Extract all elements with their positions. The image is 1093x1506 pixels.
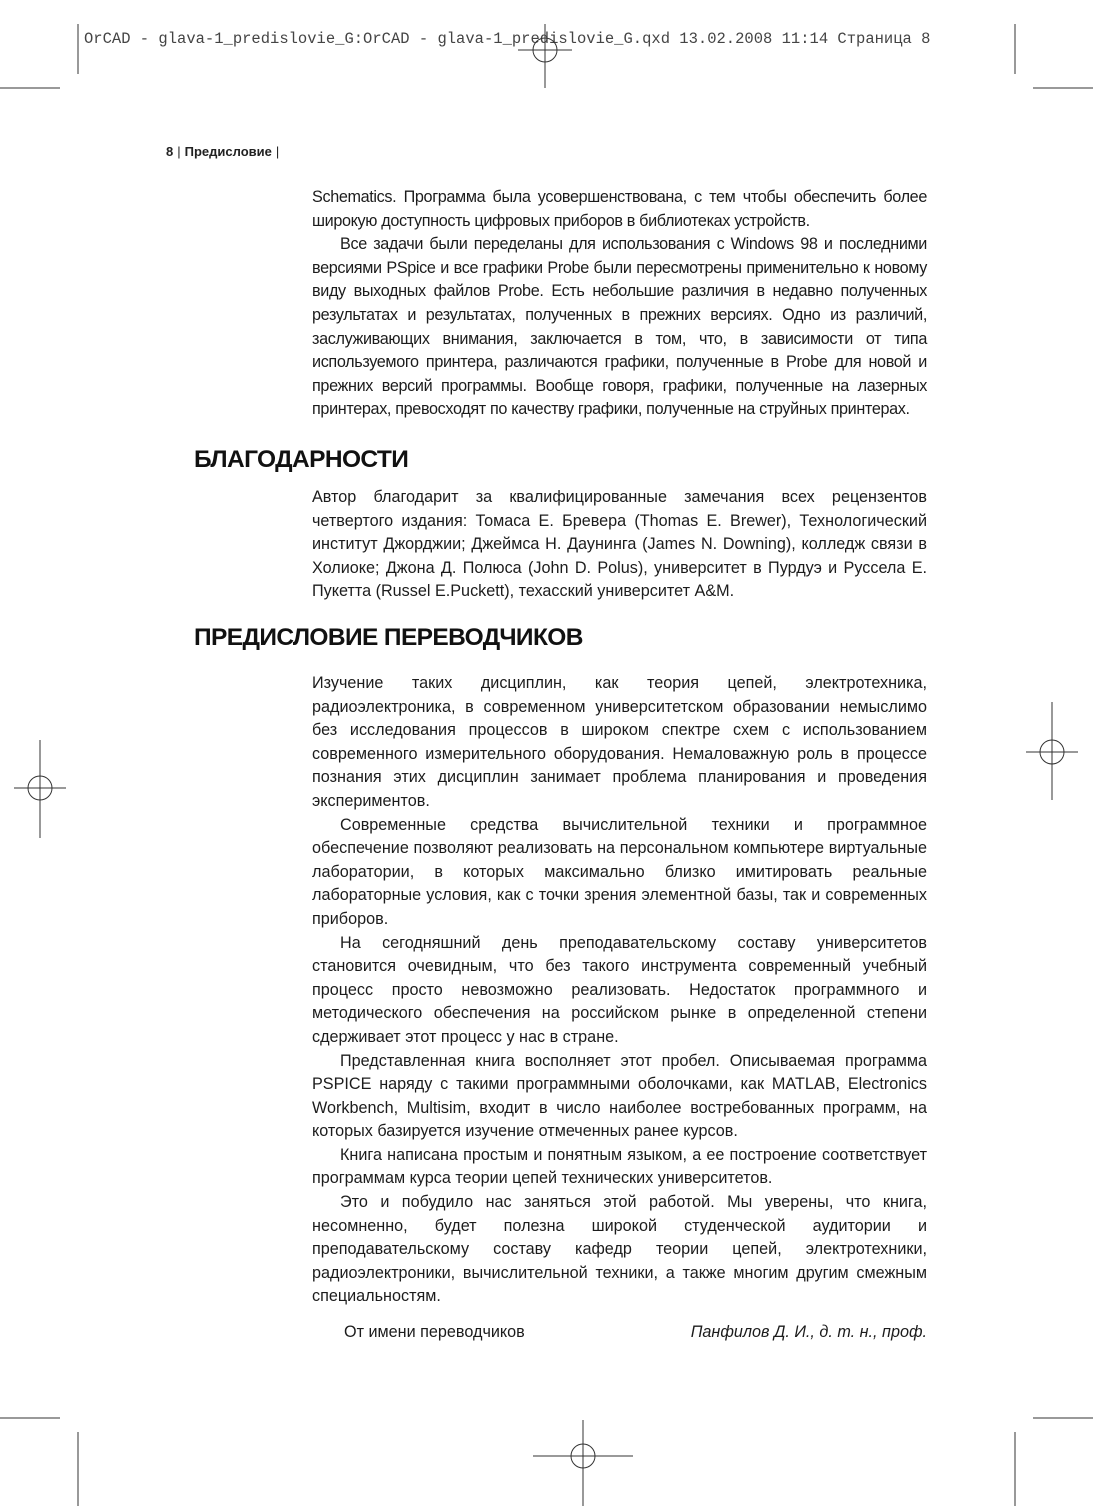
intro-text bbox=[312, 186, 927, 422]
signature-left: От имени переводчиков bbox=[344, 1323, 525, 1341]
translators-preface-text bbox=[312, 672, 927, 1309]
paragraph: На сегодняшний день преподавательскому составу университетов становится очевидным, что без такого инструмента современный учебный процесс просто невозможно реализовать. Недостаток программного и методического обеспечения на российском рынке в определенной степени сдерживает этот процесс у нас в стране. bbox=[312, 933, 927, 1046]
section-title: Предисловие bbox=[184, 144, 272, 159]
registration-mark-right bbox=[1026, 702, 1078, 800]
running-head bbox=[166, 144, 283, 159]
paragraph: Изучение таких дисциплин, как теория цепей, электротехника, радиоэлектроника, в современном университетском образовании немыслимо без исследования процессов в широком спектре схем с использованием современного измерительного оборудования. Немаловажную роль в процессе познания этих дисциплин занимает проблема планирования и проведения экспериментов. bbox=[312, 674, 927, 810]
running-head-separator: | bbox=[275, 144, 280, 159]
paragraph: Автор благодарит за квалифицированные замечания всех рецензентов четвертого издания: Томаса Е. Бревера (Thomas E. Brewer), Технологический институт Джорджии; Джеймса Н. Даунинга (James N. Downing), колледж связи в Холиоке; Джона Д. Полюса (John D. Polus), университет в Пурдуэ и Руссела Е. Пукетта (Russel E.Puckett), техасский университет A&M. bbox=[312, 488, 927, 601]
registration-mark-left bbox=[14, 740, 66, 838]
registration-mark-bottom bbox=[533, 1420, 633, 1506]
signature-right: Панфилов Д. И., д. т. н., проф. bbox=[690, 1323, 927, 1341]
paragraph: Это и побудило нас заняться этой работой. Мы уверены, что книга, несомненно, будет полезна широкой студенческой аудитории и преподавательскому составу кафедр теории цепей, электротехники, радиоэлектроники, вычислительной техники, а также многим другим смежным специальностям. bbox=[312, 1193, 927, 1306]
paragraph: Представленная книга восполняет этот пробел. Описываемая программа PSPICE наряду с такими программными оболочками, как MATLAB, Electronics Workbench, Multisim, входит в число наиболее востребованных программ, на которых базируется изучение отмеченных ранее курсов. bbox=[312, 1051, 927, 1141]
paragraph: Книга написана простым и понятным языком, а ее построение соответствует программам курса теории цепей технических университетов. bbox=[312, 1145, 927, 1188]
paragraph: Schematics. Программа была усовершенствована, с тем чтобы обеспечить более широкую доступность цифровых приборов в библиотеках устройств. bbox=[312, 188, 927, 230]
paragraph: Современные средства вычислительной техники и программное обеспечение позволяют реализовать на персональном компьютере виртуальные лаборатории, в которых максимально близко имитировать реальные лабораторные условия, как с точки зрения элементной базы, так и современных приборов. bbox=[312, 815, 927, 928]
slug-text: OrCAD - glava-1_predislovie_G:OrCAD - glava-1_predislovie_G.qxd 13.02.2008 11:14 Страница 8 bbox=[84, 30, 931, 48]
running-head-separator: | bbox=[177, 144, 181, 159]
translators-preface-heading: ПРЕДИСЛОВИЕ ПЕРЕВОДЧИКОВ bbox=[194, 624, 583, 651]
paragraph: Все задачи были переделаны для использования с Windows 98 и последними версиями PSpice и все графики Probe были пересмотрены применительно к новому виду выходных файлов Probe. Есть небольшие различия в недавно полученных результатах и результатах, полученных в прежних версиях. Одно из различий, заслуживающих внимания, заключается в том, что, в зависимости от типа используемого принтера, различаются графики, полученные в Probe для новой и прежних версий программы. Вообще говоря, графики, полученные на лазерных принтерах, превосходят по качеству графики, полученные на струйных принтерах. bbox=[312, 235, 927, 419]
acknowledgements-heading: БЛАГОДАРНОСТИ bbox=[194, 446, 409, 473]
registration-mark-top bbox=[518, 24, 572, 88]
page-number: 8 bbox=[166, 144, 174, 159]
acknowledgements-text bbox=[312, 486, 927, 604]
